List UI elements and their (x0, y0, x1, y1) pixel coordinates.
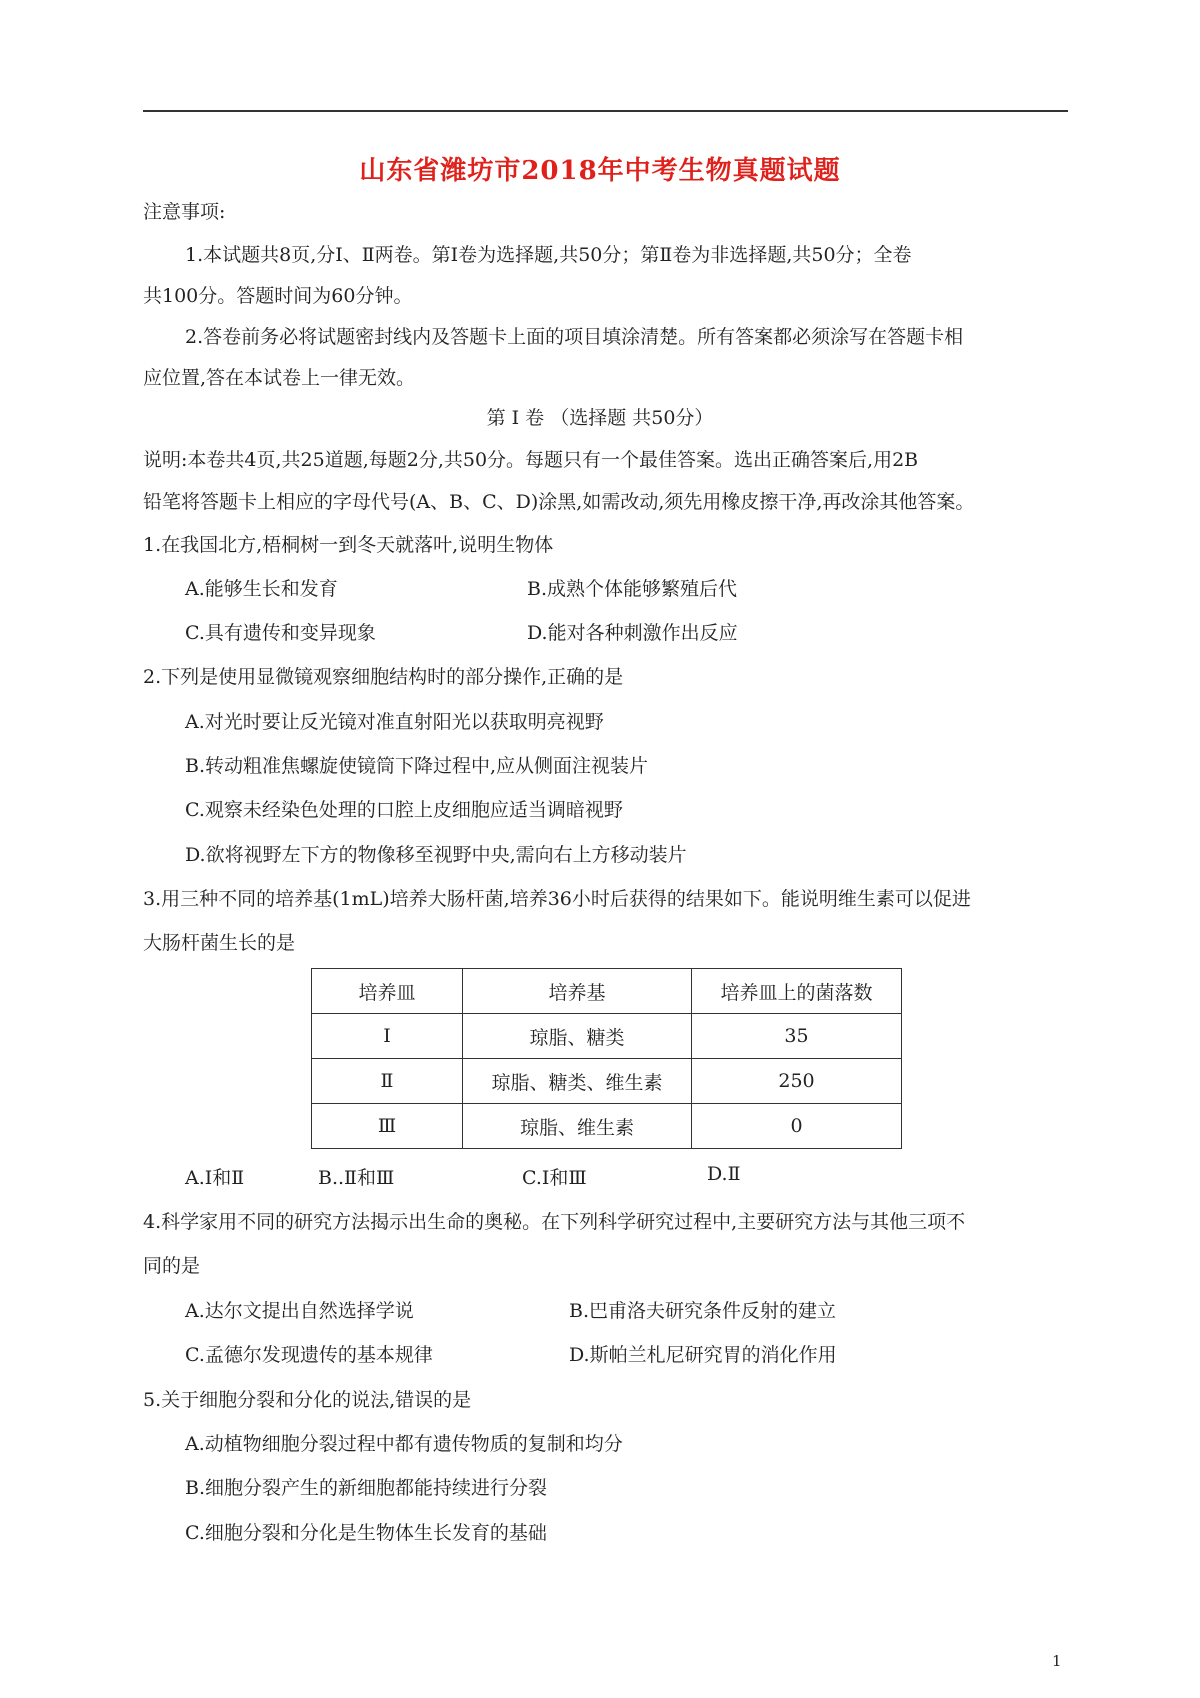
instructions-line1: 说明:本卷共4页,共25道题,每题2分,共50分。每题只有一个最佳答案。选出正确答案后,用2B (143, 449, 919, 471)
notice-heading: 注意事项: (143, 201, 226, 223)
table-row (312, 1104, 902, 1149)
notice-2-line2: 应位置,答在本试卷上一律无效。 (143, 367, 416, 389)
q5-option-b: B.细胞分裂产生的新细胞都能持续进行分裂 (185, 1477, 548, 1499)
table-header-row (312, 969, 902, 1014)
table-header-cell: 培养皿 (312, 969, 463, 1014)
q3-option-d: D.Ⅱ (707, 1163, 741, 1185)
page-title: 山东省潍坊市2018年中考生物真题试题 (359, 156, 841, 186)
q4-stem-line1: 4.科学家用不同的研究方法揭示出生命的奥秘。在下列科学研究过程中,主要研究方法与其他三项不 (143, 1211, 966, 1233)
q1-option-c: C.具有遗传和变异现象 (185, 622, 376, 644)
table-header-cell: 培养皿上的菌落数 (692, 969, 902, 1014)
notice-1-line2: 共100分。答题时间为60分钟。 (143, 285, 413, 307)
q2-stem: 2.下列是使用显微镜观察细胞结构时的部分操作,正确的是 (143, 666, 624, 688)
q3-option-a: A.Ⅰ和Ⅱ (185, 1167, 245, 1189)
table-row (312, 1014, 902, 1059)
q3-stem-line2: 大肠杆菌生长的是 (143, 932, 296, 954)
table-cell: 0 (692, 1104, 902, 1149)
q1-stem: 1.在我国北方,梧桐树一到冬天就落叶,说明生物体 (143, 534, 554, 556)
table-cell: 琼脂、糖类 (463, 1014, 692, 1059)
q4-stem-line2: 同的是 (143, 1255, 201, 1277)
q1-option-b: B.成熟个体能够繁殖后代 (527, 578, 738, 600)
notice-1-line1: 1.本试题共8页,分Ⅰ、Ⅱ两卷。第Ⅰ卷为选择题,共50分；第Ⅱ卷为非选择题,共50分；全卷 (185, 244, 912, 266)
q2-option-d: D.欲将视野左下方的物像移至视野中央,需向右上方移动装片 (185, 844, 687, 866)
q2-option-c: C.观察未经染色处理的口腔上皮细胞应适当调暗视野 (185, 799, 623, 821)
q3-stem-line1: 3.用三种不同的培养基(1mL)培养大肠杆菌,培养36小时后获得的结果如下。能说明维生素可以促进 (143, 888, 971, 910)
q5-option-c: C.细胞分裂和分化是生物体生长发育的基础 (185, 1522, 547, 1544)
q2-option-a: A.对光时要让反光镜对准直射阳光以获取明亮视野 (185, 711, 604, 733)
page-number: 1 (1052, 1652, 1062, 1670)
notice-2-line1: 2.答卷前务必将试题密封线内及答题卡上面的项目填涂清楚。所有答案都必须涂写在答题卡相 (185, 326, 964, 348)
table-cell: 琼脂、维生素 (463, 1104, 692, 1149)
table-cell: 琼脂、糖类、维生素 (463, 1059, 692, 1104)
q4-option-d: D.斯帕兰札尼研究胃的消化作用 (569, 1344, 837, 1366)
q1-option-a: A.能够生长和发育 (185, 578, 338, 600)
table-row (312, 1059, 902, 1104)
q4-option-c: C.孟德尔发现遗传的基本规律 (185, 1344, 433, 1366)
q5-option-a: A.动植物细胞分裂过程中都有遗传物质的复制和均分 (185, 1433, 623, 1455)
header-rule (143, 110, 1068, 112)
q4-option-a: A.达尔文提出自然选择学说 (185, 1300, 414, 1322)
q5-stem: 5.关于细胞分裂和分化的说法,错误的是 (143, 1389, 472, 1411)
culture-results-table (311, 968, 902, 1149)
q3-option-c: C.Ⅰ和Ⅲ (522, 1167, 587, 1189)
table-cell: 35 (692, 1014, 902, 1059)
q3-option-b: B..Ⅱ和Ⅲ (318, 1167, 395, 1189)
table-cell: 250 (692, 1059, 902, 1104)
q1-option-d: D.能对各种刺激作出反应 (527, 622, 738, 644)
q2-option-b: B.转动粗准焦螺旋使镜筒下降过程中,应从侧面注视装片 (185, 755, 649, 777)
table-cell: Ⅱ (312, 1059, 463, 1104)
table-cell: Ⅰ (312, 1014, 463, 1059)
table-cell: Ⅲ (312, 1104, 463, 1149)
q4-option-b: B.巴甫洛夫研究条件反射的建立 (569, 1300, 837, 1322)
section-heading: 第 Ⅰ 卷 （选择题 共50分） (486, 407, 714, 429)
table-header-cell: 培养基 (463, 969, 692, 1014)
instructions-line2: 铅笔将答题卡上相应的字母代号(A、B、C、D)涂黑,如需改动,须先用橡皮擦干净,再改涂其他答案。 (143, 491, 975, 513)
